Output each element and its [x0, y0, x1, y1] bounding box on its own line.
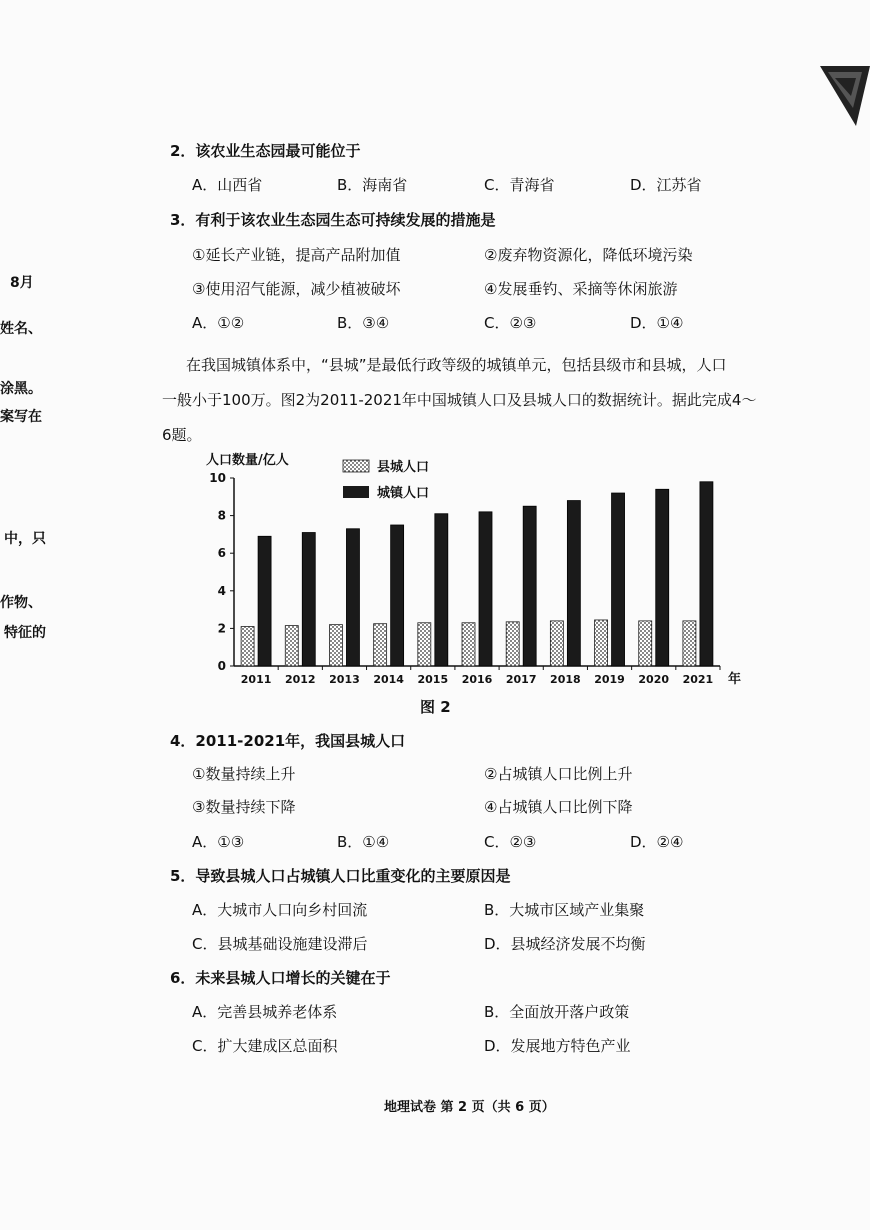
- question-2-option-d: D．江苏省: [630, 176, 702, 194]
- y-axis-label: 人口数量/亿人: [206, 453, 289, 468]
- margin-text-5: 作物、: [0, 595, 42, 611]
- bar-county-population: [241, 627, 254, 666]
- question-6-option-b: B．全面放开落户政策: [484, 1003, 630, 1021]
- x-tick-label: 2018: [550, 673, 581, 686]
- question-3-option-b: B．③④: [337, 314, 390, 332]
- x-tick-label: 2011: [240, 673, 272, 686]
- x-tick-label: 2015: [417, 673, 449, 686]
- x-tick-label: 2013: [329, 673, 360, 686]
- bar-county-population: [550, 621, 563, 666]
- question-3-item-3: ③使用沼气能源，减少植被破坏: [192, 280, 401, 298]
- question-6-option-d: D．发展地方特色产业: [484, 1037, 631, 1055]
- question-4-option-d: D．②④: [630, 833, 684, 851]
- question-5-option-d: D．县城经济发展不均衡: [484, 935, 646, 953]
- legend-swatch-county: [343, 460, 369, 472]
- question-4-stem: 4．2011-2021年，我国县城人口: [170, 732, 406, 750]
- question-5-option-c: C．县城基础设施建设滞后: [192, 935, 368, 953]
- question-6-stem: 6．未来县城人口增长的关键在于: [170, 969, 391, 987]
- bar-urban-population: [435, 514, 448, 666]
- legend-swatch-urban: [343, 486, 369, 498]
- bar-urban-population: [523, 506, 536, 666]
- bar-urban-population: [346, 529, 359, 666]
- bar-urban-population: [700, 482, 713, 666]
- x-tick-label: 2016: [461, 673, 493, 686]
- question-3-item-1: ①延长产业链，提高产品附加值: [192, 246, 401, 264]
- question-4-option-a: A．①③: [192, 833, 245, 851]
- question-3-option-c: C．②③: [484, 314, 537, 332]
- bar-urban-population: [302, 533, 315, 666]
- bar-county-population: [683, 621, 696, 666]
- question-2-option-b: B．海南省: [337, 176, 408, 194]
- x-axis-label: 年: [728, 672, 742, 687]
- question-4-item-4: ④占城镇人口比例下降: [484, 798, 633, 816]
- bar-county-population: [418, 623, 431, 666]
- corner-registration-mark: [820, 66, 870, 126]
- margin-text-0: 8月: [10, 275, 34, 291]
- question-2-stem: 2．该农业生态园最可能位于: [170, 142, 361, 160]
- question-2-option-c: C．青海省: [484, 176, 555, 194]
- y-tick-label: 2: [217, 621, 226, 636]
- question-4-item-2: ②占城镇人口比例上升: [484, 765, 633, 783]
- bar-county-population: [462, 623, 475, 666]
- passage-line-1: 在我国城镇体系中，“县城”是最低行政等级的城镇单元，包括县级市和县城，人口: [186, 356, 727, 374]
- figure-caption: 图 2: [420, 698, 451, 716]
- margin-text-6: 特征的: [4, 625, 46, 641]
- bar-urban-population: [258, 536, 271, 666]
- bar-county-population: [639, 621, 652, 666]
- question-3-option-d: D．①④: [630, 314, 684, 332]
- question-4-item-1: ①数量持续上升: [192, 765, 296, 783]
- margin-text-4: 中，只: [4, 531, 46, 547]
- x-tick-label: 2017: [505, 673, 537, 686]
- margin-text-2: 涂黑。: [0, 381, 42, 397]
- bar-urban-population: [391, 525, 404, 666]
- question-5-option-a: A．大城市人口向乡村回流: [192, 901, 368, 919]
- question-4-option-b: B．①④: [337, 833, 390, 851]
- bar-county-population: [285, 626, 298, 666]
- question-2-option-a: A．山西省: [192, 176, 263, 194]
- x-tick-label: 2020: [638, 673, 670, 686]
- question-6-option-a: A．完善县城养老体系: [192, 1003, 338, 1021]
- bar-county-population: [506, 622, 519, 666]
- population-bar-chart: [190, 448, 760, 693]
- bar-county-population: [329, 625, 342, 666]
- question-5-option-b: B．大城市区域产业集聚: [484, 901, 645, 919]
- x-tick-label: 2014: [373, 673, 404, 686]
- passage-line-3: 6题。: [162, 426, 202, 444]
- y-tick-label: 10: [209, 471, 226, 485]
- question-4-item-3: ③数量持续下降: [192, 798, 296, 816]
- bar-urban-population: [479, 512, 492, 666]
- bar-county-population: [595, 620, 608, 666]
- bar-urban-population: [612, 493, 625, 666]
- question-3-stem: 3．有利于该农业生态园生态可持续发展的措施是: [170, 211, 496, 229]
- y-tick-label: 4: [217, 583, 226, 598]
- question-3-item-4: ④发展垂钓、采摘等休闲旅游: [484, 280, 678, 298]
- x-tick-label: 2019: [594, 673, 625, 686]
- x-tick-label: 2012: [284, 673, 316, 686]
- question-4-option-c: C．②③: [484, 833, 537, 851]
- legend-label-county: 县城人口: [377, 460, 430, 475]
- passage-line-2: 一般小于100万。图2为2011-2021年中国城镇人口及县城人口的数据统计。据此完成4～: [162, 391, 757, 409]
- y-tick-label: 0: [217, 659, 226, 673]
- y-tick-label: 6: [217, 546, 226, 561]
- bar-urban-population: [567, 501, 580, 666]
- question-3-option-a: A．①②: [192, 314, 245, 332]
- bar-county-population: [374, 624, 387, 666]
- bar-urban-population: [656, 489, 669, 666]
- question-5-stem: 5．导致县城人口占城镇人口比重变化的主要原因是: [170, 867, 511, 885]
- margin-text-3: 案写在: [0, 409, 42, 425]
- margin-text-1: 姓名、: [0, 321, 42, 337]
- question-6-option-c: C．扩大建成区总面积: [192, 1037, 338, 1055]
- question-3-item-2: ②废弃物资源化，降低环境污染: [484, 246, 693, 264]
- page-footer: 地理试卷 第 2 页（共 6 页）: [384, 1100, 555, 1115]
- x-tick-label: 2021: [682, 673, 714, 686]
- legend-label-urban: 城镇人口: [377, 486, 430, 501]
- y-tick-label: 8: [217, 508, 226, 523]
